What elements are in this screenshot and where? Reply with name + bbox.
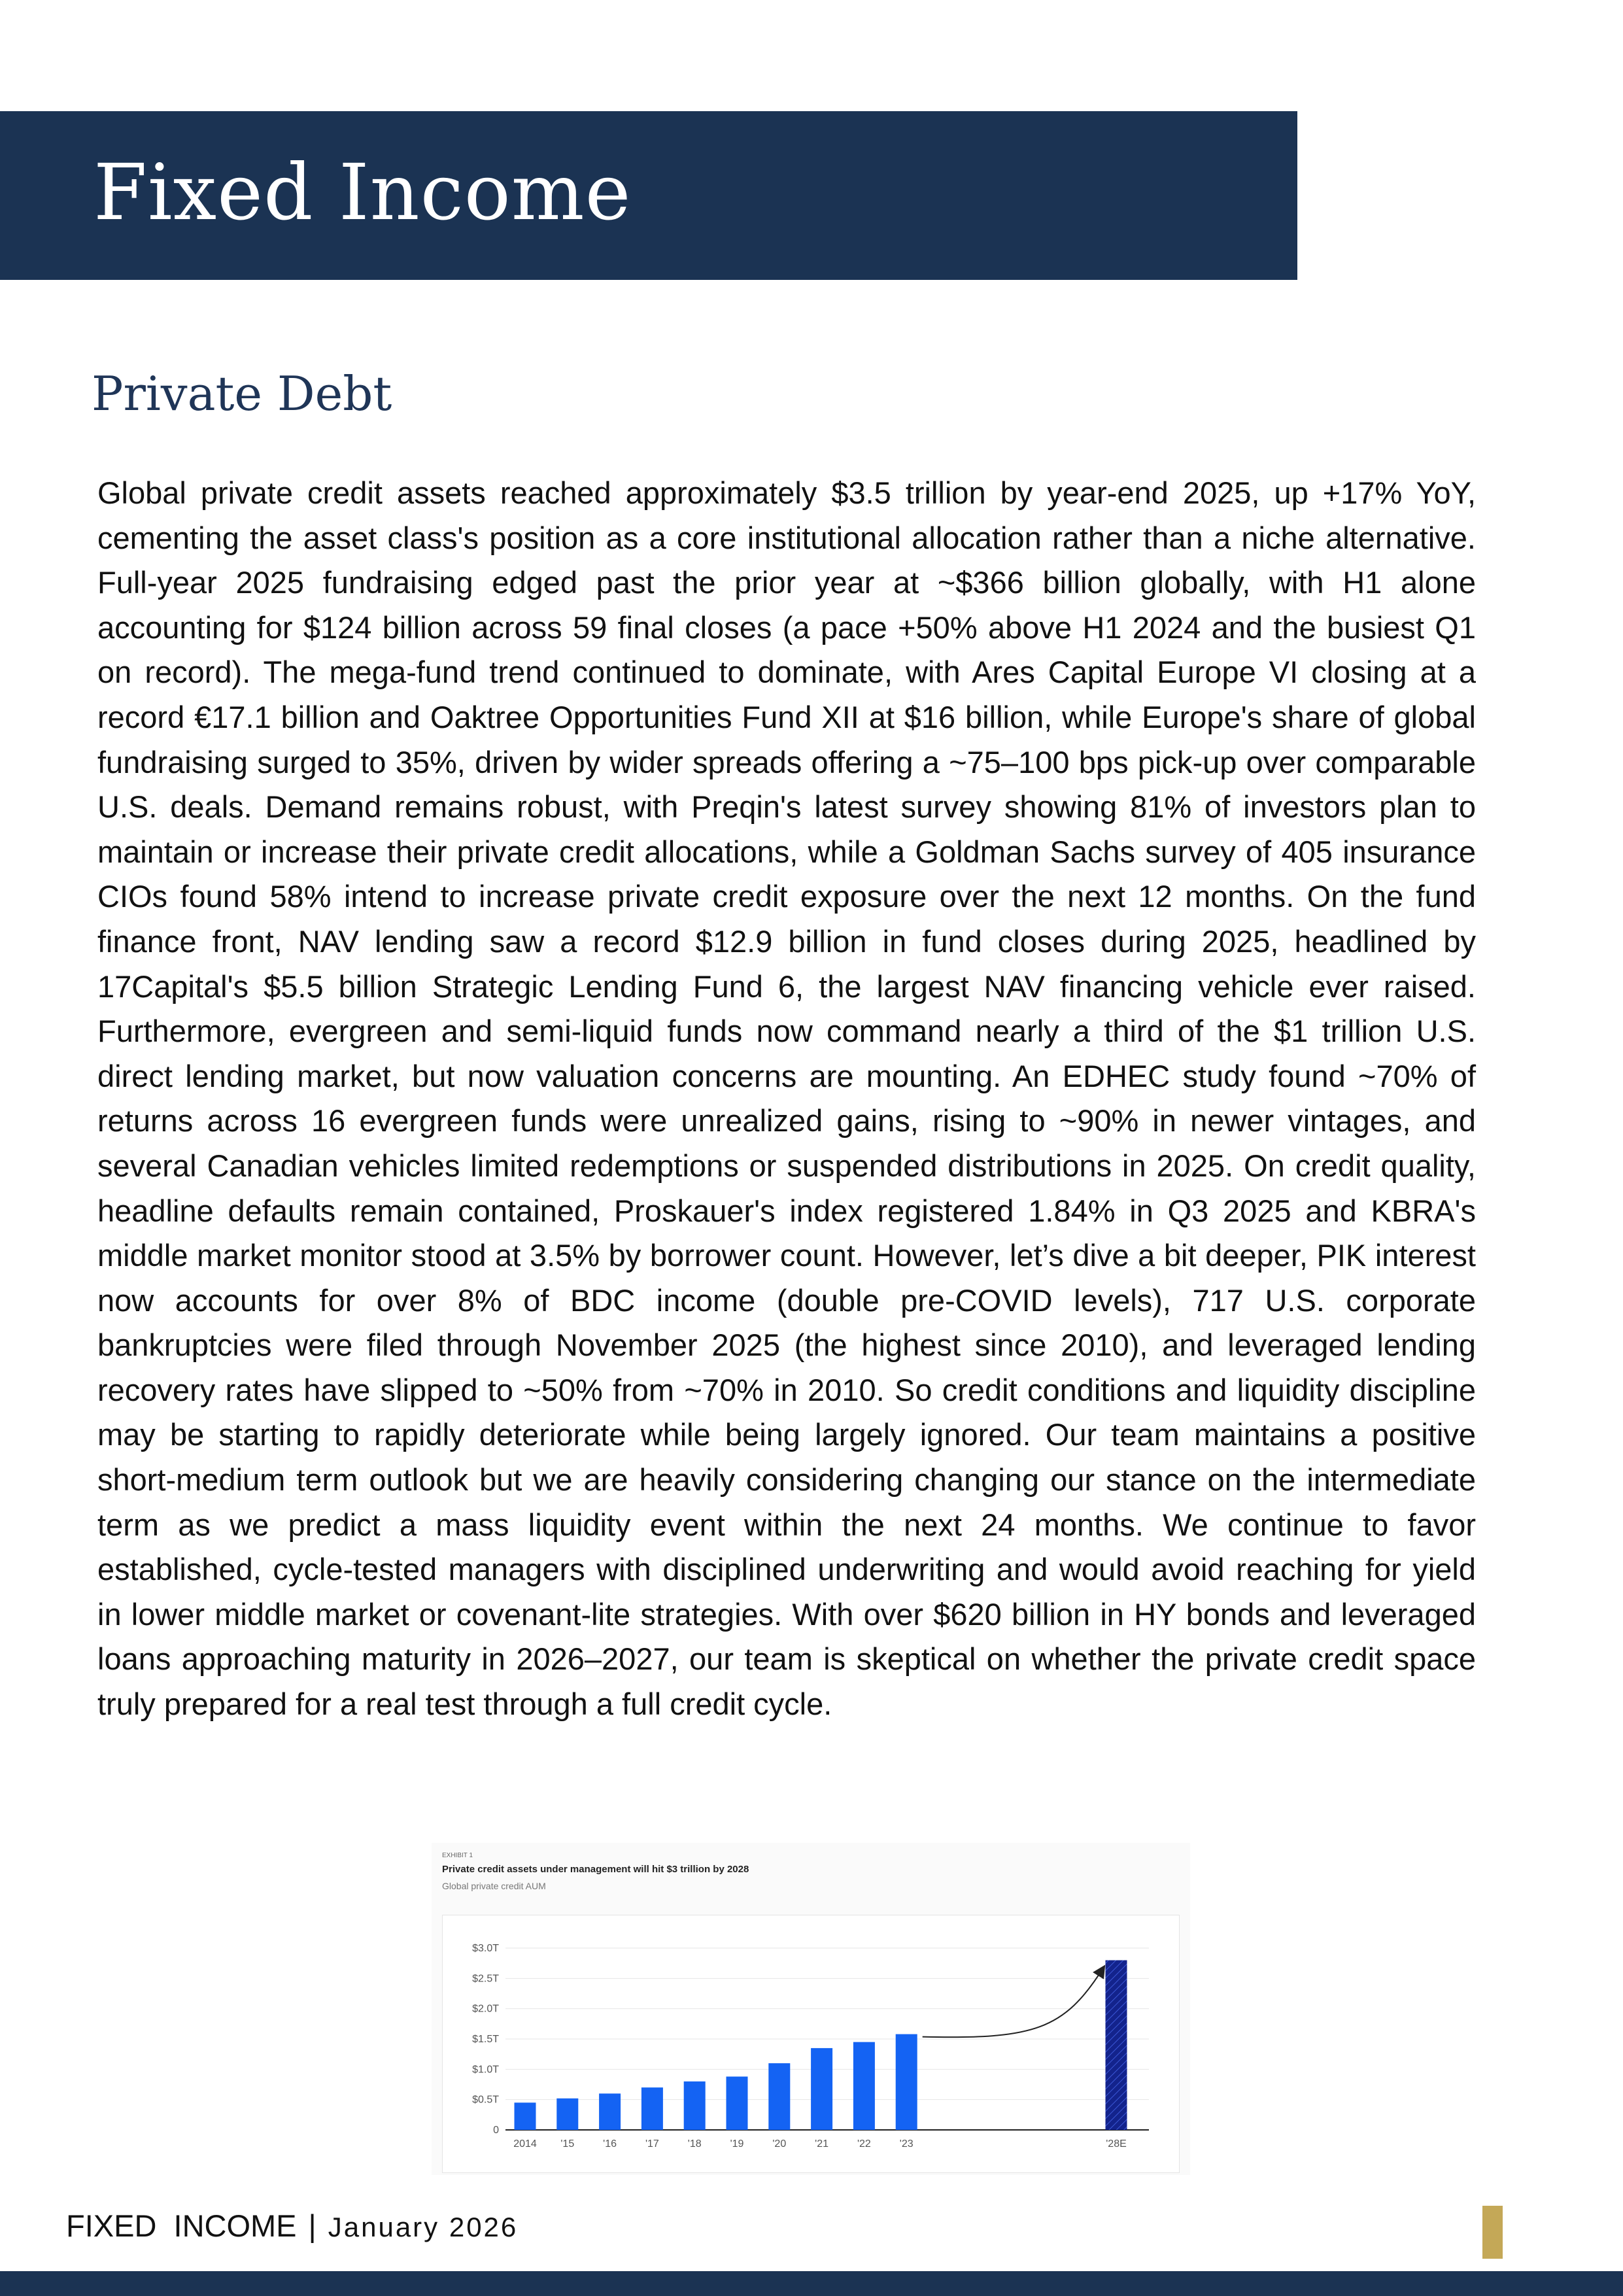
bar: [684, 2082, 706, 2130]
bar: [811, 2048, 832, 2130]
exhibit-figure: [432, 1843, 1190, 2175]
bar: [768, 2063, 790, 2130]
y-tick-label: $1.5T: [472, 2034, 499, 2045]
x-tick-label: '28E: [1106, 2138, 1127, 2150]
y-tick-label: 0: [493, 2125, 499, 2136]
chart-subtitle: Global private credit AUM: [442, 1881, 546, 1891]
page-title: Fixed Income: [94, 147, 632, 237]
y-tick-label: $2.0T: [472, 2003, 499, 2015]
bar-projected: [1106, 1961, 1127, 2130]
x-tick-label: '21: [815, 2138, 829, 2150]
x-tick-label: '19: [730, 2138, 744, 2150]
bar: [556, 2099, 578, 2130]
bar: [853, 2042, 875, 2130]
y-tick-label: $2.5T: [472, 1973, 499, 1985]
body-paragraph: Global private credit assets reached approximately $3.5 trillion by year-end 2025, up +17% YoY, cementing the asset class's position as a core institutional allocation rather than a niche alternative. Full-year 2025 fundraising edged past the prior year at ~$366 billion globally, with H1 alone accounting for $124 billion across 59 final closes (a pace +50% above H1 2024 and the busiest Q1 on record). The mega-fund trend continued to dominate, with Ares Capital Europe VI closing at a record €17.1 billion and Oaktree Opportunities Fund XII at $16 billion, while Europe's share of global fundraising surged to 35%, driven by wider spreads offering a ~75–100 bps pick-up over comparable U.S. deals. Demand remains robust, with Preqin's latest survey showing 81% of investors plan to maintain or increase their private credit allocations, while a Goldman Sachs survey of 405 insurance CIOs found 58% intend to increase private credit exposure over the next 12 months. On the fund finance front, NAV lending saw a record $12.9 billion in fund closes during 2025, headlined by 17Capital's $5.5 billion Strategic Lending Fund 6, the largest NAV financing vehicle ever raised. Furthermore, evergreen and semi-liquid funds now command nearly a third of the $1 trillion U.S. direct lending market, but now valuation concerns are mounting. An EDHEC study found ~70% of returns across 16 evergreen funds were unrealized gains, rising to ~90% in newer vintages, and several Canadian vehicles limited redemptions or suspended distributions in 2025. On credit quality, headline defaults remain contained, Proskauer's index registered 1.84% in Q3 2025 and KBRA's middle market monitor stood at 3.5% by borrower count. However, let’s dive a bit deeper, PIK interest now accounts for over 8% of BDC income (double pre-COVID levels), 717 U.S. corporate bankruptcies were filed through November 2025 (the highest since 2010), and leveraged lending recovery rates have slipped to ~50% from ~70% in 2010. So credit conditions and liquidity discipline may be starting to rapidly deteriorate while being largely ignored. Our team maintains a positive short-medium term outlook but we are heavily considering changing our stance on the intermediate term as we predict a mass liquidity event within the next 24 months. We continue to favor established, cycle-tested managers with disciplined underwriting and would avoid reaching for yield in lower middle market or covenant-lite strategies. With over $620 billion in HY bonds and leveraged loans approaching maturity in 2026–2027, our team is skeptical on whether the private credit space truly prepared for a real test through a full credit cycle.: [97, 475, 1476, 1722]
x-tick-label: '16: [603, 2138, 617, 2150]
bar-chart: [443, 1915, 1180, 2174]
y-tick-label: $0.5T: [472, 2094, 499, 2106]
bar: [599, 2093, 621, 2130]
footer-label: [66, 2210, 518, 2241]
bar: [726, 2076, 748, 2130]
bar: [896, 2034, 917, 2130]
exhibit-kicker: EXHIBIT 1: [442, 1852, 473, 1859]
x-tick-label: '22: [857, 2138, 871, 2150]
y-tick-label: $1.0T: [472, 2064, 499, 2076]
x-tick-label: '20: [772, 2138, 787, 2150]
footer-bar: [0, 2271, 1623, 2296]
section-title: Private Debt: [92, 366, 392, 421]
x-tick-label: '15: [560, 2138, 575, 2150]
footer-separator: |: [308, 2208, 316, 2243]
bar: [515, 2102, 536, 2130]
x-tick-label: 2014: [513, 2138, 537, 2150]
chart-title: Private credit assets under management will hit $3 trillion by 2028: [442, 1864, 749, 1875]
footer-date: January 2026: [328, 2212, 519, 2242]
x-tick-label: '18: [687, 2138, 702, 2150]
gold-page-marker: [1482, 2206, 1503, 2259]
chart-plot-area: [442, 1915, 1180, 2173]
x-tick-label: '23: [899, 2138, 914, 2150]
x-tick-label: '17: [645, 2138, 659, 2150]
y-tick-label: $3.0T: [472, 1943, 499, 1954]
bar: [641, 2087, 663, 2130]
footer-section-label: FIXED INCOME: [66, 2208, 297, 2243]
